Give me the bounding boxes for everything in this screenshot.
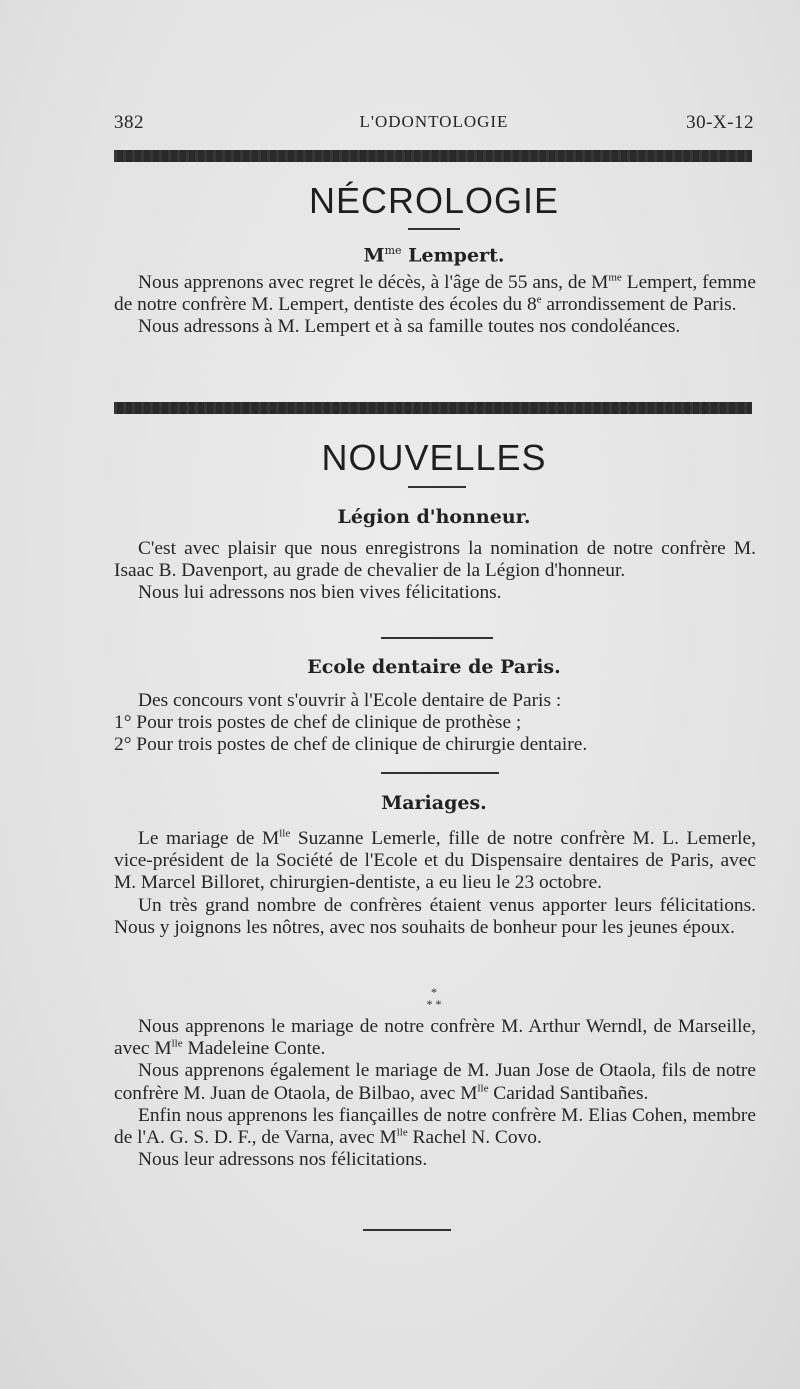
paragraph: Nous apprenons également le mariage de M. Juan Jose de Otaola, fils de notre confrère M. Juan de Otaola, de Bilbao, avec $M^{lle}$ Caridad Santibañes.: [114, 1060, 756, 1104]
paragraph: Nous apprenons avec regret le décès, à l'âge de 55 ans, de $M^{me}$ Lempert, femme de notre confrère M. Lempert, dentiste des écoles du 8e arrondissement de Paris.: [114, 271, 756, 316]
page-number: 382: [114, 112, 144, 133]
separator-rule: [381, 772, 499, 774]
paragraph: Nous lui adressons nos bien vives félicitations.: [138, 582, 502, 604]
paragraph: Nous apprenons le mariage de notre confrère M. Arthur Werndl, de Marseille, avec $M^{lle}$ Madeleine Conte.: [114, 1016, 756, 1060]
mariages-text-1: [114, 828, 756, 939]
subtitle-ecole: Ecole dentaire de Paris.: [307, 656, 561, 678]
legion-text: [114, 538, 756, 605]
decorative-bar-top: [114, 150, 752, 162]
running-header: [114, 112, 754, 136]
ecole-text: [114, 690, 756, 757]
paragraph: Des concours vont s'ouvrir à l'Ecole dentaire de Paris :: [138, 690, 562, 711]
title-rule: [408, 486, 466, 488]
list-item: 1° Pour trois postes de chef de clinique de prothèse ;: [114, 712, 522, 734]
paragraph: Un très grand nombre de confrères étaient venus apporter leurs félicitations. Nous y joignons les nôtres, avec nos souhaits de bonheur pour les jeunes époux.: [114, 894, 756, 938]
subtitle-mariages: Mariages.: [381, 792, 487, 814]
asterism-top: *: [431, 985, 437, 999]
subtitle-legion: Légion d'honneur.: [337, 506, 531, 528]
asterism: [114, 986, 754, 1010]
subtitle-lempert: $M^{me}$ Lempert.: [363, 244, 505, 267]
mariages-text-2: [114, 1016, 756, 1171]
paragraph: C'est avec plaisir que nous enregistrons la nomination de notre confrère M. Isaac B. Davenport, au grade de chevalier de la Légion d'honneur.: [114, 538, 756, 582]
title-rule: [408, 228, 460, 230]
section-title-nouvelles: NOUVELLES: [321, 437, 547, 478]
decorative-bar-middle: [114, 402, 752, 414]
asterism-bottom: * *: [426, 997, 442, 1011]
necrologie-text: [114, 272, 756, 339]
separator-rule: [381, 637, 493, 639]
paragraph: Enfin nous apprenons les fiançailles de notre confrère M. Elias Cohen, membre de l'A. G. S. D. F., de Varna, avec $M^{lle}$ Rachel N. Covo.: [114, 1104, 756, 1149]
issue-date: 30-X-12: [686, 112, 754, 133]
paragraph: Nous leur adressons nos félicitations.: [138, 1149, 428, 1171]
paragraph: Le mariage de $M^{lle}$ Suzanne Lemerle, fille de notre confrère M. L. Lemerle, vice-président de la Société de l'Ecole et du Dispensaire dentaires de Paris, avec M. Marcel Billoret, chirurgien-dentiste, a eu lieu le 23 octobre.: [114, 827, 756, 894]
list-item: 2° Pour trois postes de chef de clinique de chirurgie dentaire.: [114, 734, 588, 756]
journal-title: L'ODONTOLOGIE: [359, 112, 509, 131]
paragraph: Nous adressons à M. Lempert et à sa famille toutes nos condoléances.: [138, 316, 681, 338]
end-rule: [363, 1229, 451, 1231]
section-title-necrologie: NÉCROLOGIE: [308, 180, 560, 221]
